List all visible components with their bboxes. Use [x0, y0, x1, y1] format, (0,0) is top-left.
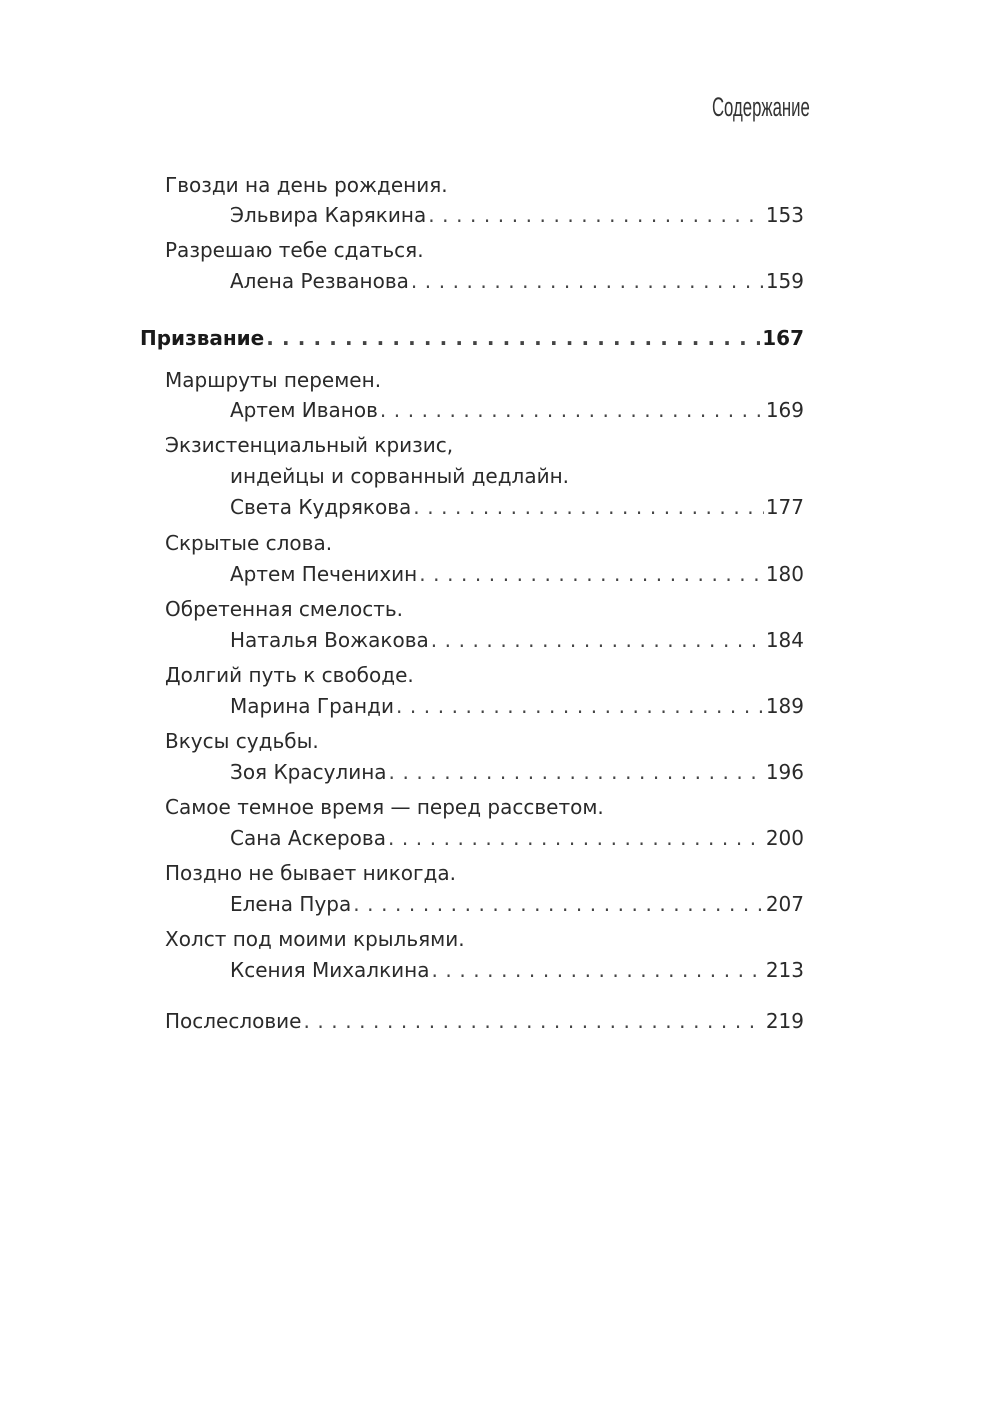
toc-entry-author-line: [230, 627, 804, 653]
toc-entry-page: 196: [765, 760, 804, 784]
toc-entry-page: 177: [765, 495, 804, 519]
toc-entry-title: Обретенная смелость.: [165, 597, 404, 621]
leader-dots: [396, 693, 764, 719]
toc-afterword-line: [165, 1008, 804, 1034]
toc-entry-page: 180: [765, 562, 804, 586]
leader-dots: [353, 891, 764, 917]
toc-entry-author-line: [230, 957, 804, 983]
toc-entry-author: Марина Гранди: [230, 694, 394, 718]
leader-dots: [413, 494, 764, 520]
leader-dots: [432, 957, 764, 983]
toc-entry-title: Вкусы судьбы.: [165, 729, 319, 753]
toc-entry-page: 184: [765, 628, 804, 652]
toc-entry-page: 213: [765, 958, 804, 982]
leader-dots: [431, 627, 764, 653]
leader-dots: [411, 268, 764, 294]
toc-entry-title: Долгий путь к свободе.: [165, 663, 414, 687]
toc-entry-title: Разрешаю тебе сдаться.: [165, 238, 424, 262]
toc-entry-author-line: [230, 268, 804, 294]
toc-entry-page: 153: [765, 203, 804, 227]
toc-entry-author: Ксения Михалкина: [230, 958, 430, 982]
toc-entry-page: 169: [765, 398, 804, 422]
toc-entry-author: Эльвира Карякина: [230, 203, 427, 227]
toc-entry-title: Маршруты перемен.: [165, 368, 382, 392]
toc-entry-title: Холст под моими крыльями.: [165, 927, 465, 951]
toc-entry-author-line: [230, 202, 804, 228]
toc-afterword-title: Послесловие: [165, 1009, 302, 1033]
toc-entry-title: Поздно не бывает никогда.: [165, 861, 456, 885]
toc-section-line: [140, 325, 804, 351]
toc-entry-page: 200: [765, 826, 804, 850]
leader-dots: [380, 397, 764, 423]
toc-entry-author: Елена Пура: [230, 892, 352, 916]
toc-entry-author-line: [230, 825, 804, 851]
toc-entry-page: 189: [765, 694, 804, 718]
toc-entry-author: Алена Резванова: [230, 269, 409, 293]
toc-entry-title: Экзистенциальный кризис,: [165, 433, 454, 457]
toc-entry-author: Наталья Вожакова: [230, 628, 429, 652]
toc-entry-title: Самое темное время — перед рассветом.: [165, 795, 604, 819]
toc-entry-title-continued: индейцы и сорванный дедлайн.: [230, 464, 570, 488]
leader-dots: [419, 561, 764, 587]
toc-entry-author: Артем Иванов: [230, 398, 378, 422]
toc-entry-author-line: [230, 759, 804, 785]
toc-entry-title: Скрытые слова.: [165, 531, 333, 555]
leader-dots: [266, 325, 760, 351]
leader-dots: [388, 825, 764, 851]
toc-entry-author: Зоя Красулина: [230, 760, 387, 784]
toc-entry-page: 159: [765, 269, 804, 293]
toc-afterword-page: 219: [765, 1009, 804, 1033]
toc-entry-author: Света Кудрякова: [230, 495, 412, 519]
toc-entry-author-line: [230, 397, 804, 423]
toc-entry-author-line: [230, 693, 804, 719]
toc-entry-author-line: [230, 891, 804, 917]
toc-section-page: 167: [762, 326, 804, 350]
toc-entry-author: Сана Аскерова: [230, 826, 386, 850]
toc-entry-page: 207: [765, 892, 804, 916]
toc-entry-author-line: [230, 494, 804, 520]
toc-entry-author-line: [230, 561, 804, 587]
toc-entry-author: Артем Печенихин: [230, 562, 418, 586]
leader-dots: [389, 759, 764, 785]
running-head: Содержание: [712, 92, 810, 122]
toc-section-title: Призвание: [140, 326, 265, 350]
leader-dots: [428, 202, 764, 228]
toc-entry-title: Гвозди на день рождения.: [165, 173, 448, 197]
leader-dots: [303, 1008, 763, 1034]
